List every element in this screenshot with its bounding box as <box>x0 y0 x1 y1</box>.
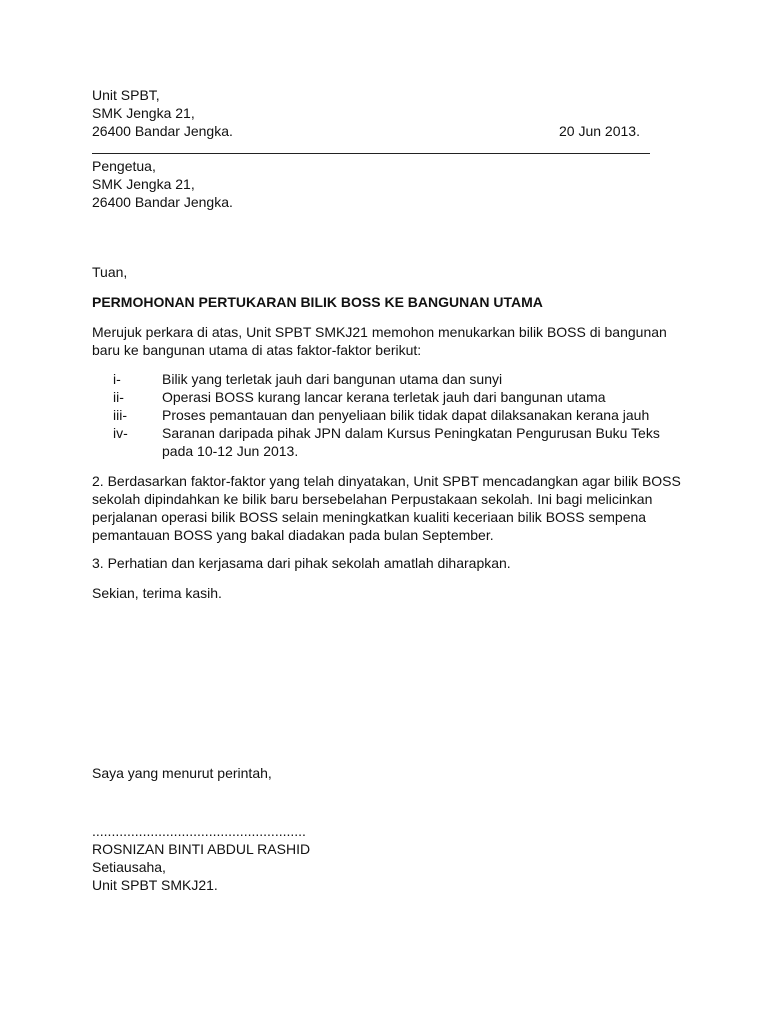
letter-subject: PERMOHONAN PERTUKARAN BILIK BOSS KE BANGUNAN UTAMA <box>92 294 543 310</box>
recipient-line-3: 26400 Bandar Jengka. <box>92 194 233 210</box>
sender-line-3: 26400 Bandar Jengka. <box>92 123 233 139</box>
list-item-number: i- <box>113 371 121 387</box>
sign-off: Saya yang menurut perintah, <box>92 765 272 781</box>
list-item-text: Operasi BOSS kurang lancar kerana terletak jauh dari bangunan utama <box>162 389 606 405</box>
list-item-number: iii- <box>113 407 127 423</box>
list-item-number: ii- <box>113 389 124 405</box>
letter-date: 20 Jun 2013. <box>559 123 640 139</box>
list-item-text: Saranan daripada pihak JPN dalam Kursus Peningkatan Pengurusan Buku Teks pada 10-12 Jun 2013. <box>162 425 660 459</box>
list-item-text: Bilik yang terletak jauh dari bangunan utama dan sunyi <box>162 371 503 387</box>
paragraph-intro: Merujuk perkara di atas, Unit SPBT SMKJ21 memohon menukarkan bilik BOSS di bangunan baru ke bangunan utama di atas faktor-faktor berikut: <box>92 324 667 358</box>
signer-name: ROSNIZAN BINTI ABDUL RASHID <box>92 841 311 857</box>
recipient-line-1: Pengetua, <box>92 158 156 174</box>
signer-title: Setiausaha, <box>92 859 166 875</box>
header-divider <box>92 153 650 154</box>
paragraph-request: 3. Perhatian dan kerjasama dari pihak sekolah amatlah diharapkan. <box>92 555 511 571</box>
recipient-line-2: SMK Jengka 21, <box>92 176 195 192</box>
list-item-number: iv- <box>113 425 128 441</box>
salutation: Tuan, <box>92 264 128 280</box>
signer-block <box>92 840 310 894</box>
sender-address <box>92 86 233 140</box>
sender-line-2: SMK Jengka 21, <box>92 105 195 121</box>
list-item-text: Proses pemantauan dan penyeliaan bilik tidak dapat dilaksanakan kerana jauh <box>162 407 650 423</box>
closing-remark: Sekian, terima kasih. <box>92 585 222 601</box>
paragraph-proposal: 2. Berdasarkan faktor-faktor yang telah dinyatakan, Unit SPBT mencadangkan agar bilik BOSS sekolah dipindahkan ke bilik baru bersebelahan Perpustakaan sekolah. Ini bagi melicinkan perjalanan operasi bilik BOSS selain meningkatkan kualiti keceriaan bilik BOSS sempena pemantauan BOSS yang bakal diadakan pada bulan September. <box>92 473 681 543</box>
sender-line-1: Unit SPBT, <box>92 87 160 103</box>
signature-line: ....................................................... <box>92 823 306 839</box>
signer-unit: Unit SPBT SMKJ21. <box>92 877 218 893</box>
recipient-address <box>92 157 233 211</box>
